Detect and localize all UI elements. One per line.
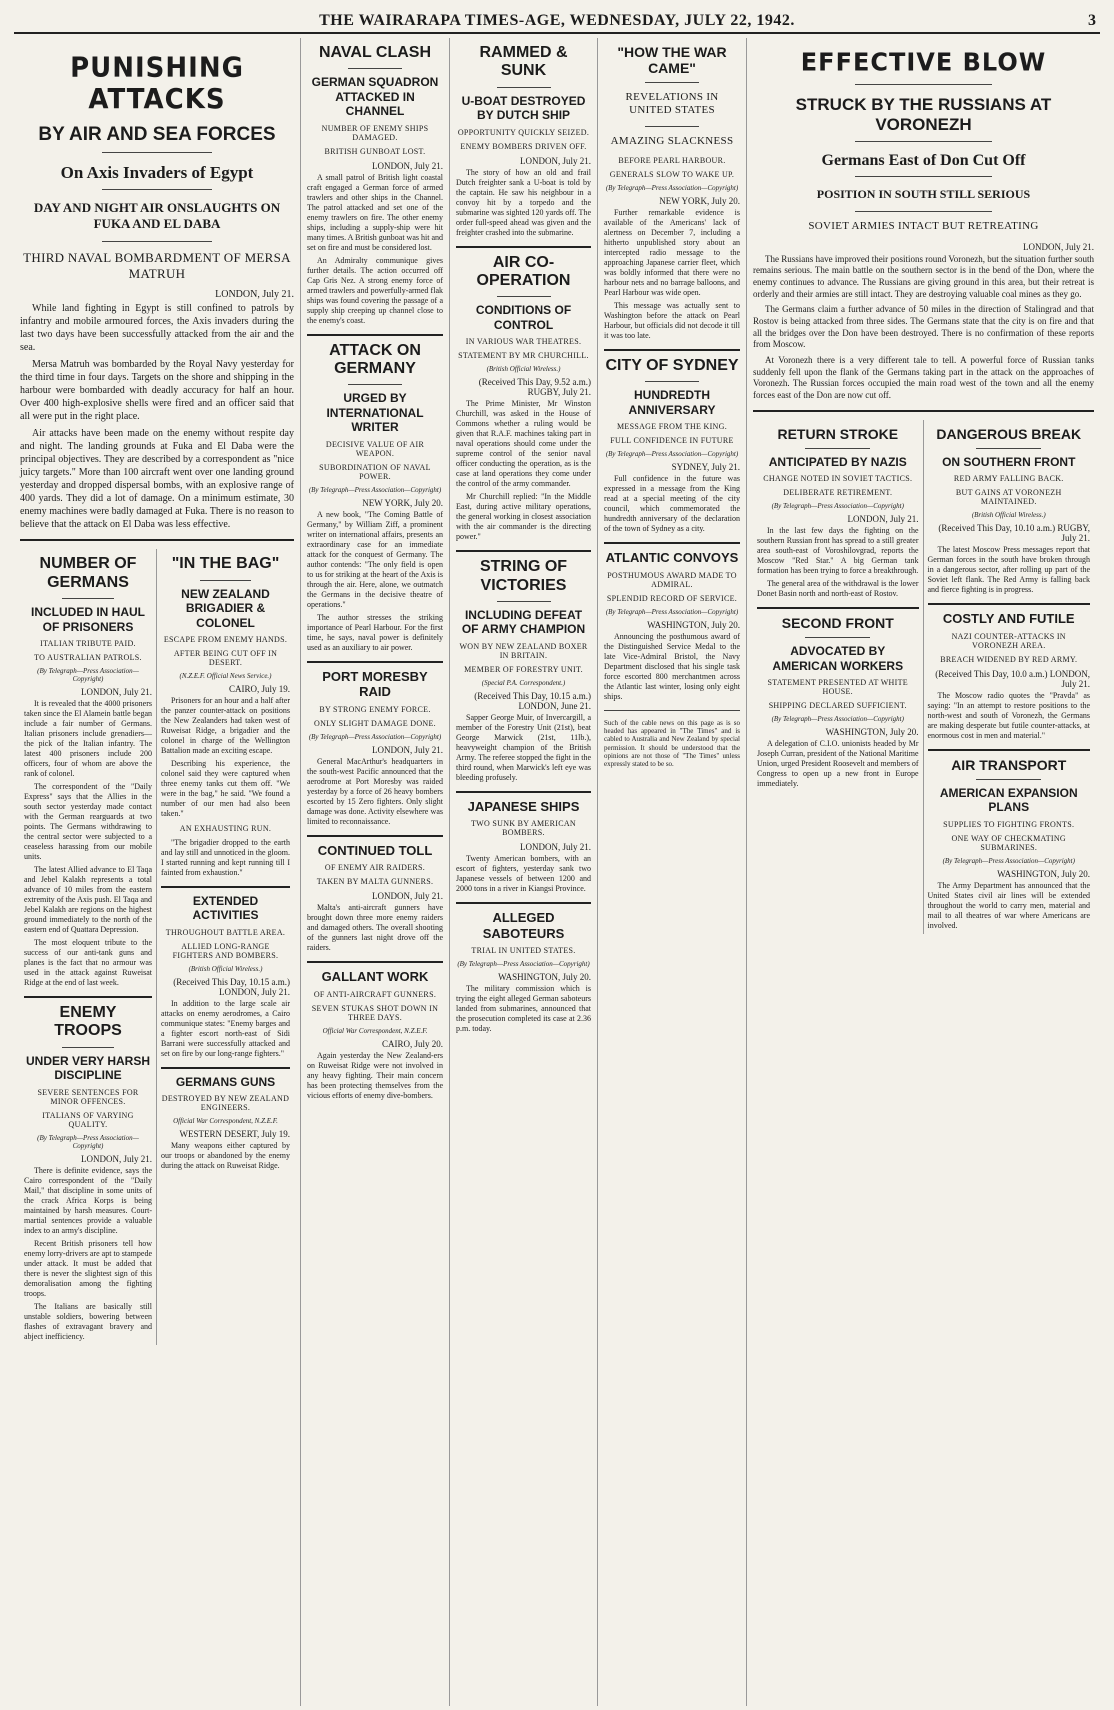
dateline: LONDON, July 21. bbox=[520, 155, 591, 166]
page-number: 3 bbox=[1088, 12, 1096, 29]
paragraph: Air attacks have been made on the enemy without respite day and night. The landing grounds at Fuka and El Daba were the principal objectives. They are described by a correspondent as "nice juicy targets." More than 100 aircraft went over one landing ground yesterday and dropped dispersal bombs, with an explosive range of 400 yards. They did a lot of damage. On a minimum estimate, 30 enemy machines were badly damaged at Fuka. There is no reason to believe that the attack on El Daba was less effective. bbox=[20, 428, 294, 531]
headline: PORT MORESBY RAID bbox=[322, 668, 428, 700]
subheadline: GERMAN SQUADRON ATTACKED IN CHANNEL bbox=[311, 75, 439, 119]
credit: (By Telegraph—Press Association—Copyright) bbox=[771, 715, 904, 724]
credit: (By Telegraph—Press Association—Copyright) bbox=[457, 960, 590, 969]
paragraph: Prisoners for an hour and a half after the panzer counter-attack on positions the New Zealanders had taken west of Ruweisat Ridge, a brigadier and the colonel in charge of the Wellington Battalion made an exciting escape. bbox=[161, 695, 290, 755]
subheadline: URGED BY INTERNATIONAL WRITER bbox=[326, 391, 424, 435]
article-punishing-attacks bbox=[20, 54, 294, 531]
subheadline: ENEMY BOMBERS DRIVEN OFF. bbox=[460, 141, 587, 151]
subheadline: NAZI COUNTER-ATTACKS IN VORONEZH AREA. bbox=[951, 631, 1066, 650]
subheadline: NUMBER OF ENEMY SHIPS DAMAGED. bbox=[321, 123, 429, 142]
dateline: SYDNEY, July 21. bbox=[671, 461, 740, 472]
subheadline: STRUCK BY THE RUSSIANS AT VORONEZH bbox=[795, 95, 1052, 134]
paragraph: This message was actually sent to Washington before the attack on Pearl Harbour, but officials did not decode it till it was too late. bbox=[604, 300, 740, 340]
column-b bbox=[301, 38, 450, 1706]
column-right bbox=[747, 38, 1100, 1706]
paragraph: The story of how an old and frail Dutch freighter sank a U-boat is told by the captain. He saw his neighbour in a convoy hit by a torpedo and the submarine was sighted 120 yards off. The order full-speed ahead was given and the freighter crashed into the submarine. bbox=[456, 167, 591, 237]
paragraph: There is definite evidence, says the Cairo correspondent of the "Daily Mail," that discipline in some units of the crack Africa Korps is being maintained by harsh measures. Court-martial sentences provide a valuable index to an army's discipline. bbox=[24, 1165, 152, 1235]
paragraph: The Germans claim a further advance of 50 miles in the direction of Stalingrad and that Rostov is being attacked from three sides. The Germans state that the city is on fire and that all the bridges over the Don have been destroyed. There is no confirmation of these reports from Moscow. bbox=[753, 304, 1094, 350]
subheadline: POSITION IN SOUTH STILL SERIOUS bbox=[816, 187, 1031, 201]
column-d bbox=[598, 38, 747, 1706]
headline: JAPANESE SHIPS bbox=[467, 798, 580, 814]
headline: EXTENDED ACTIVITIES bbox=[192, 893, 259, 923]
subheadline: ON SOUTHERN FRONT bbox=[942, 454, 1076, 469]
subheadline: SUPPLIES TO FIGHTING FRONTS. bbox=[943, 819, 1075, 829]
credit: (Special P.A. Correspondent.) bbox=[481, 678, 566, 687]
dateline: (Received This Day, 10.15 a.m.) LONDON, July 21. bbox=[173, 976, 290, 997]
dateline: NEW YORK, July 20. bbox=[362, 497, 443, 508]
headline: "HOW THE WAR CAME" bbox=[617, 44, 727, 77]
credit: (By Telegraph—Press Association—Copyright) bbox=[605, 183, 739, 192]
paragraph: The author stresses the striking importance of Pearl Harbour. For the first time, he says, naval power is definitely used as an auxiliary to air power. bbox=[307, 612, 443, 652]
subheadline: AN EXHAUSTING RUN. bbox=[179, 823, 272, 833]
headline: SECOND FRONT bbox=[781, 615, 894, 632]
paragraph: Mr Churchill replied: "In the Middle East, during active military operations, the general working in closest association with the air commander is the directing power." bbox=[456, 492, 591, 542]
subheadline: NEW ZEALAND BRIGADIER & COLONEL bbox=[181, 586, 270, 630]
article-dangerous-break bbox=[928, 426, 1091, 595]
subheadline: On Axis Invaders of Egypt bbox=[60, 163, 254, 182]
subheadline: TRIAL IN UNITED STATES. bbox=[471, 946, 576, 956]
subheadline: BRITISH GUNBOAT LOST. bbox=[324, 146, 426, 156]
subheadline: RED ARMY FALLING BACK. bbox=[953, 474, 1064, 484]
headline: GALLANT WORK bbox=[321, 969, 429, 985]
paragraph: Describing his experience, the colonel said they were captured when three enemy tanks cut them off. "We were in the bag," he said. "We found a number of our men had also been taken." bbox=[161, 758, 290, 818]
masthead bbox=[14, 10, 1100, 34]
headline: COSTLY AND FUTILE bbox=[942, 611, 1075, 627]
headline: EFFECTIVE BLOW bbox=[800, 47, 1047, 77]
article-effective-blow bbox=[753, 48, 1094, 402]
dateline: WASHINGTON, July 20. bbox=[997, 868, 1090, 879]
subheadline: Germans East of Don Cut Off bbox=[821, 152, 1026, 169]
subheadline: UNDER VERY HARSH DISCIPLINE bbox=[25, 1053, 151, 1083]
article-second-front bbox=[757, 615, 919, 789]
column-c bbox=[450, 38, 598, 1706]
subheadline: FULL CONFIDENCE IN FUTURE bbox=[610, 435, 734, 445]
headline: RETURN STROKE bbox=[777, 425, 899, 442]
subheadline: BREACH WIDENED BY RED ARMY. bbox=[940, 654, 1078, 664]
subheadline: MESSAGE FROM THE KING. bbox=[616, 421, 728, 431]
credit: (By Telegraph—Press Association—Copyright) bbox=[605, 449, 739, 458]
subheadline: STATEMENT BY MR CHURCHILL. bbox=[458, 351, 589, 361]
article-how-the-war-came bbox=[604, 44, 740, 341]
credit: (By Telegraph—Press Association—Copyright) bbox=[308, 732, 442, 741]
article-costly-and-futile bbox=[928, 611, 1091, 741]
subheadline: POSTHUMOUS AWARD MADE TO ADMIRAL. bbox=[607, 570, 737, 589]
paragraph: A delegation of C.I.O. unionists headed by Mr Joseph Curran, president of the National Maritime Union, urged President Roosevelt and members of Congress to open up a new front in Europe immediately. bbox=[757, 739, 919, 789]
paragraph: The general area of the withdrawal is the lower Donet Basin north and north-east of Rostov. bbox=[757, 579, 919, 599]
subheadline: DESTROYED BY NEW ZEALAND ENGINEERS. bbox=[161, 1094, 290, 1113]
dateline: WESTERN DESERT, July 19. bbox=[179, 1129, 290, 1140]
dateline: LONDON, July 21. bbox=[372, 160, 443, 171]
paragraph: The correspondent of the "Daily Express" says that the Allies in the south sector yesterday made contact with the German rearguards at two points. The Germans withdrawing to the central sector were subjected to a ceaseless harassing from our mobile units. bbox=[24, 781, 152, 861]
subheadline: BY STRONG ENEMY FORCE. bbox=[319, 704, 431, 714]
subheadline: ADVOCATED BY AMERICAN WORKERS bbox=[772, 644, 904, 673]
paragraph: Announcing the posthumous award of the Distinguished Service Medal to the late Vice-Admiral Bristol, the Navy Department disclosed that his single task force escorted 800 merchantmen across the Atlantic last winter, losing only eight ships. bbox=[604, 631, 740, 701]
credit: (By Telegraph—Press Association—Copyright) bbox=[771, 502, 904, 511]
article-gallant-work bbox=[307, 969, 443, 1101]
subheadline: ONLY SLIGHT DAMAGE DONE. bbox=[314, 718, 436, 728]
dateline: LONDON, July 21. bbox=[520, 842, 591, 853]
paragraph: Twenty American bombers, with an escort of fighters, yesterday sank two Japanese vessels of between 1200 and 2000 tons in a river in Kiangsi Province. bbox=[456, 854, 591, 894]
paragraph: A new book, "The Coming Battle of Germany," by William Ziff, a prominent writer on international affairs, presents an extraordinary case for an immediate attack for the conquest of Germany. The author contends: "The only field is open to us for striking at the heart of the Axis is through the air. Here, alone, we outmatch the Germans in the decisive theatre of operations." bbox=[307, 509, 443, 609]
headline: STRING OF VICTORIES bbox=[479, 558, 568, 594]
subheadline: SEVERE SENTENCES FOR MINOR OFFENCES. bbox=[37, 1087, 139, 1106]
headline: NAVAL CLASH bbox=[319, 44, 431, 61]
times-footnote: Such of the cable news on this page as is so headed has appeared in "The Times" and is cabled to Australia and New Zealand by special permission. It should be understood that the opinions are not those of "The Times" unless expressly stated to be so. bbox=[604, 718, 740, 769]
paragraph: The Army Department has announced that the United States civil air lines will be extended throughout the world to carry men, material and mail to all theatres of war where Americans are involved. bbox=[927, 880, 1090, 930]
credit: (By Telegraph—Press Association—Copyright) bbox=[37, 1133, 139, 1150]
dateline: CAIRO, July 20. bbox=[381, 1038, 443, 1049]
subheadline: TWO SUNK BY AMERICAN BOMBERS. bbox=[470, 819, 577, 838]
article-return-stroke bbox=[757, 426, 919, 599]
subheadline: IN VARIOUS WAR THEATRES. bbox=[465, 337, 582, 347]
dateline: LONDON, July 21. bbox=[1023, 241, 1094, 252]
dateline: NEW YORK, July 20. bbox=[659, 195, 740, 206]
dateline: WASHINGTON, July 20. bbox=[498, 972, 591, 983]
subheadline: HUNDREDTH ANNIVERSARY bbox=[628, 388, 716, 417]
article-port-moresby-raid bbox=[307, 669, 443, 827]
subheadline: AMAZING SLACKNESS bbox=[610, 134, 734, 147]
paragraph: The military commission which is trying the eight alleged German saboteurs landed from submarines, announced that the prosecution completed its case at 2.36 p.m. today. bbox=[456, 984, 591, 1034]
article-alleged-saboteurs bbox=[456, 910, 591, 1034]
subheadline: SHIPPING DECLARED SUFFICIENT. bbox=[768, 701, 907, 711]
paragraph: The Italians are basically still unstable soldiers, bowering between flashes of extravagant bravery and abject inefficiency. bbox=[24, 1301, 152, 1341]
dateline: (Received This Day, 10.10 a.m.) RUGBY, July 21. bbox=[938, 523, 1090, 544]
paragraph: Again yesterday the New Zealand-ers on Ruweisat Ridge were not involved in any heavy fighting. Their main concern has been protecting themselves from the vicious efforts of enemy dive-bombers. bbox=[307, 1050, 443, 1100]
paragraph: The latest Moscow Press messages report that German forces in the south have broken through in a dangerous sector, after rolling up part of the Soviet left flank. The Red Army is falling back and fierce fighting is in progress. bbox=[927, 545, 1090, 595]
paragraph: At Voronezh there is a very different tale to tell. A powerful force of Russian tanks suddenly fell upon the flank of the Germans taking part in the attack on the approaches of Voronezh. The Russian forces occupied the main road west of the town and all the enemy forces east of the Don are now cut off. bbox=[753, 355, 1094, 401]
headline: ATLANTIC CONVOYS bbox=[605, 549, 739, 565]
paragraph: In the last few days the fighting on the southern Russian front has spread to a still greater area south-east of Voroshilovgrad, reports the Moscow "Red Star." A big German tank formation has been trying to force a breakthrough. bbox=[757, 526, 919, 576]
subheadline: INCLUDED IN HAUL OF PRISONERS bbox=[31, 605, 145, 634]
headline: CITY OF SYDNEY bbox=[605, 356, 739, 374]
paragraph: While land fighting in Egypt is still confined to patrols by infantry and mobile armoured forces, the Axis invaders during the last two days have been successfully attacked from the air and the sea. bbox=[20, 303, 294, 354]
dateline: LONDON, July 21. bbox=[215, 289, 294, 301]
headline: NUMBER OF GERMANS bbox=[39, 555, 137, 591]
subheadline: TO AUSTRALIAN PATROLS. bbox=[34, 652, 142, 662]
subheadline: STATEMENT PRESENTED AT WHITE HOUSE. bbox=[767, 678, 908, 697]
subheadline: AMERICAN EXPANSION PLANS bbox=[939, 786, 1078, 815]
paragraph: A small patrol of British light coastal craft engaged a German force of armed trawlers and other ships in the Channel. The patrol attacked and set one of the enemy trawlers on fire. The other enemy ships, including a supply-ship were hit many times. A British gunboat was hit and set on fire and must be considered lost. bbox=[307, 172, 443, 252]
paragraph: Full confidence in the future was expressed in a message from the King read at a special meeting of the city council, which commemorated the hundredth anniversary of the declaration of the town of Sydney as a city. bbox=[604, 473, 740, 533]
paragraph: Sapper George Muir, of Invercargill, a member of the Forestry Unit (21st), beat George Marwick (21st, 11lb.), heavyweight champion of the British Army. The referee stopped the fight in the third round, when Marwick's left eye was bleeding profusely. bbox=[456, 712, 591, 782]
paragraph: Mersa Matruh was bombarded by the Royal Navy yesterday for the third time in four days. Targets on the shore and shipping in the harbour were bombarded with deadly accuracy for half an hour. Over 400 high-explosive shells were fired and an officer said that all were put in the right place. bbox=[20, 359, 294, 423]
article-air-co-operation bbox=[456, 254, 591, 543]
subheadline: WON BY NEW ZEALAND BOXER IN BRITAIN. bbox=[459, 641, 588, 660]
subheadline: THROUGHOUT BATTLE AREA. bbox=[165, 927, 286, 937]
paragraph: Many weapons either captured by our troops or abandoned by the enemy during the attack on Ruweisat Ridge. bbox=[161, 1141, 290, 1171]
article-number-of-germans bbox=[20, 549, 157, 1344]
subheadline: OPPORTUNITY QUICKLY SEIZED. bbox=[457, 127, 590, 137]
article-naval-clash bbox=[307, 44, 443, 326]
article-continued-toll bbox=[307, 843, 443, 954]
paragraph: The latest Allied advance to El Taqa and Jebel Kalakh represents a total advance of 10 miles from the eastern extremity of the Axis push. El Taqa and Jebel Kalakh are regions on the highest ground immediately to the north of the eastern end of Quattara Depression. bbox=[24, 864, 152, 934]
subheadline: U-BOAT DESTROYED BY DUTCH SHIP bbox=[461, 93, 586, 123]
article-air-transport bbox=[928, 757, 1091, 931]
subheadline: BY AIR AND SEA FORCES bbox=[38, 124, 276, 145]
subheadline: CHANGE NOTED IN SOVIET TACTICS. bbox=[763, 474, 913, 484]
headline: AIR CO-OPERATION bbox=[476, 253, 571, 289]
column-a bbox=[14, 38, 301, 1706]
article-japanese-ships bbox=[456, 799, 591, 895]
credit: (By Telegraph—Press Association—Copyright) bbox=[942, 856, 1075, 865]
credit: (By Telegraph—Press Association—Copyright) bbox=[605, 607, 739, 616]
paragraph: An Admiralty communique gives further details. The action occurred off Cap Gris Nez. A strong enemy force of armed trawlers and powerfully-armed flak ships was found covering the passage of a supply ship creeping up channel close to the enemy's coast. bbox=[307, 255, 443, 325]
headline: GERMANS GUNS bbox=[175, 1074, 276, 1089]
dateline: LONDON, July 21. bbox=[847, 514, 919, 525]
subheadline: OF ENEMY AIR RAIDERS. bbox=[324, 863, 426, 873]
paragraph: Malta's anti-aircraft gunners have brought down three more enemy raiders and damaged others. The overall shooting of the gunners last night drove off the raiders. bbox=[307, 903, 443, 953]
headline: ATTACK ON GERMANY bbox=[329, 341, 421, 377]
dateline: CAIRO, July 19. bbox=[228, 683, 290, 694]
subheadline: ITALIANS OF VARYING QUALITY. bbox=[42, 1110, 134, 1129]
dateline: WASHINGTON, July 20. bbox=[647, 619, 740, 630]
paragraph: Recent British prisoners tell how enemy lorry-drivers are apt to stampede under attack. It must be added that there is never the slightest sign of this demoralisation among the fighting troops. bbox=[24, 1238, 152, 1298]
headline: RAMMED & SUNK bbox=[479, 44, 568, 80]
credit: (N.Z.E.F. Official News Service.) bbox=[179, 671, 272, 680]
subheadline: CONDITIONS OF CONTROL bbox=[475, 303, 572, 332]
headline: "IN THE BAG" bbox=[171, 555, 280, 573]
subheadline: ONE WAY OF CHECKMATING SUBMARINES. bbox=[951, 833, 1067, 852]
subheadline: SOVIET ARMIES INTACT BUT RETREATING bbox=[808, 220, 1039, 233]
subheadline: DAY AND NIGHT AIR ONSLAUGHTS ON FUKA AND EL DABA bbox=[33, 200, 281, 231]
paragraph: General MacArthur's headquarters in the south-west Pacific announced that the aerodrome at Port Moresby was raided yesterday by a force of 26 heavy bombers escorted by 15 Zero fighters. Only slight damage was done. Activity elsewhere was limited to reconnaissance. bbox=[307, 756, 443, 826]
credit: (British Official Wireless.) bbox=[486, 365, 561, 374]
dateline: (Received This Day, 10.15 a.m.) LONDON, June 21. bbox=[474, 690, 591, 711]
paragraph: It is revealed that the 4000 prisoners taken since the El Alamein battle began include a fair number of Germans. Italian prisoners include grenadiers—the pick of the Italian infantry. The latest 400 prisoners include 200 officers, four of whom are above the rank of colonel. bbox=[24, 698, 152, 778]
subheadline: AFTER BEING CUT OFF IN DESERT. bbox=[173, 648, 278, 667]
paragraph: In addition to the large scale air attacks on enemy aerodromes, a Cairo communique states: "Enemy barges and a fighter escort north-east of Sidi Barrani were successfully attacked and set on fire by our long-range fighters." bbox=[161, 998, 290, 1058]
subheadline: THIRD NAVAL BOMBARDMENT OF MERSA MATRUH bbox=[23, 250, 291, 281]
credit: (British Official Wireless.) bbox=[971, 511, 1046, 520]
right-subcolumn-2 bbox=[924, 420, 1095, 934]
subheadline: ANTICIPATED BY NAZIS bbox=[768, 454, 907, 469]
headline: PUNISHING ATTACKS bbox=[70, 52, 244, 116]
article-in-the-bag bbox=[157, 549, 294, 1344]
subheadline: BUT GAINS AT VORONEZH MAINTAINED. bbox=[955, 488, 1062, 507]
article-attack-on-germany bbox=[307, 342, 443, 653]
dateline: WASHINGTON, July 20. bbox=[825, 727, 919, 738]
paragraph: The Moscow radio quotes the "Pravda" as saying: "In an attempt to restore positions to the north-west and south of Voronezh, the Germans are making desperate but futile counter-attacks, at enormous cost in men and material." bbox=[927, 690, 1090, 740]
subheadline: OF ANTI-AIRCRAFT GUNNERS. bbox=[313, 989, 437, 999]
headline: ENEMY TROOPS bbox=[54, 1003, 122, 1040]
credit: Official War Correspondent, N.Z.E.F. bbox=[173, 1117, 278, 1126]
paragraph: Further remarkable evidence is available of the Americans' lack of alertness on December 7, including a hitherto unpublished story about an intercepted radio message to the approaching Japanese carrier fleet, which was boldly informed that there were no harbour nets and no barrage balloons, and Pearl Harbour was wide open. bbox=[604, 207, 740, 297]
headline: DANGEROUS BREAK bbox=[936, 425, 1082, 442]
credit: (By Telegraph—Press Association—Copyright) bbox=[308, 485, 442, 494]
credit: Official War Correspondent, N.Z.E.F. bbox=[322, 1026, 428, 1035]
subheadline: REVELATIONS IN UNITED STATES bbox=[625, 91, 719, 117]
dateline: LONDON, July 21. bbox=[81, 686, 152, 697]
subheadline: MEMBER OF FORESTRY UNIT. bbox=[464, 664, 583, 674]
subheadline: BEFORE PEARL HARBOUR. bbox=[618, 155, 726, 165]
credit: (By Telegraph—Press Association—Copyright) bbox=[37, 666, 139, 683]
credit: (British Official Wireless.) bbox=[188, 964, 263, 973]
subheadline: TAKEN BY MALTA GUNNERS. bbox=[316, 877, 434, 887]
paragraph: The Russians have improved their positions round Voronezh, but the situation further south remains serious. The main battle on the southern sector is in the bend of the Don, where the enemy continues to advance. The Russians are giving ground in this area, but their retreat is orderly and their armies are still intact. They are destroying valuable coal mines as they go. bbox=[753, 253, 1094, 299]
subheadline: ESCAPE FROM ENEMY HANDS. bbox=[163, 634, 288, 644]
dateline: (Received This Day, 9.52 a.m.) RUGBY, July 21. bbox=[478, 377, 591, 398]
dateline: LONDON, July 21. bbox=[372, 891, 443, 902]
subheadline: SEVEN STUKAS SHOT DOWN IN THREE DAYS. bbox=[311, 1003, 439, 1022]
subheadline: SUBORDINATION OF NAVAL POWER. bbox=[319, 462, 431, 481]
dateline: LONDON, July 21. bbox=[81, 1153, 152, 1164]
right-subcolumn-1 bbox=[753, 420, 924, 934]
subheadline: SPLENDID RECORD OF SERVICE. bbox=[606, 593, 738, 603]
subheadline: DECISIVE VALUE OF AIR WEAPON. bbox=[325, 439, 425, 458]
headline: AIR TRANSPORT bbox=[951, 756, 1067, 773]
paragraph: The Prime Minister, Mr Winston Churchill, was asked in the House of Commons whether a ruling would be given that R.A.F. machines taking part in naval operations should come under the supreme control of the senior naval officer conducting the operation, as is the case at land operations they come under the control of the army commander. bbox=[456, 399, 591, 489]
article-city-of-sydney bbox=[604, 357, 740, 534]
subheadline: DELIBERATE RETIREMENT. bbox=[783, 488, 893, 498]
paragraph: "The brigadier dropped to the earth and lay still and unnoticed in the gloom. I started running and kept running till I fainted from exhaustion." bbox=[161, 837, 290, 877]
headline: ALLEGED SABOTEURS bbox=[482, 910, 565, 941]
headline: CONTINUED TOLL bbox=[317, 842, 433, 858]
subheadline: ALLIED LONG-RANGE FIGHTERS AND BOMBERS. bbox=[172, 941, 279, 960]
subheadline: ITALIAN TRIBUTE PAID. bbox=[40, 638, 136, 648]
article-atlantic-convoys bbox=[604, 550, 740, 702]
article-rammed-and-sunk bbox=[456, 44, 591, 238]
subheadline: INCLUDING DEFEAT OF ARMY CHAMPION bbox=[461, 607, 586, 637]
dateline: (Received This Day, 10.0 a.m.) LONDON, July 21. bbox=[935, 668, 1090, 689]
dateline: LONDON, July 21. bbox=[372, 744, 443, 755]
subheadline: GENERALS SLOW TO WAKE UP. bbox=[609, 169, 735, 179]
article-string-of-victories bbox=[456, 558, 591, 783]
masthead-title: THE WAIRARAPA TIMES-AGE, WEDNESDAY, JULY 22, 1942. bbox=[319, 12, 795, 29]
paragraph: The most eloquent tribute to the success of our anti-tank guns and planes is the fact that no armour was used in the attack against Ruweisat Ridge at the end of last week. bbox=[24, 937, 152, 987]
